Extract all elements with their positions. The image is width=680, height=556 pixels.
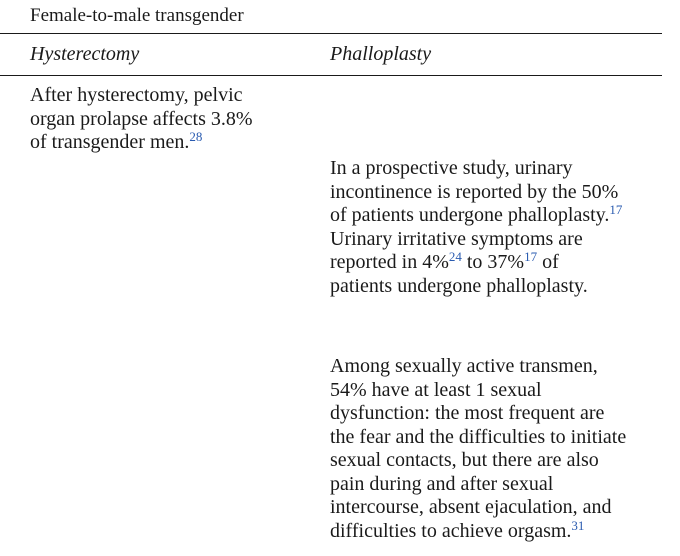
top-rule	[0, 33, 662, 34]
column-header-hysterectomy: Hysterectomy	[30, 43, 140, 65]
reference-link[interactable]: 17	[609, 202, 623, 217]
cell-text: In a prospective study, urinary incontinence is reported by the 50% of patients undergone phalloplasty.	[330, 157, 619, 226]
cell-text: Urinary irritative symptoms are reported in 4%	[330, 227, 583, 273]
cell-phalloplasty-urinary	[330, 157, 670, 298]
reference-link[interactable]: 28	[189, 129, 203, 144]
header-rule	[0, 75, 662, 76]
column-header-phalloplasty: Phalloplasty	[330, 43, 432, 65]
table-caption: Female-to-male transgender	[30, 5, 244, 26]
cell-text: Among sexually active transmen, 54% have at least 1 sexual dysfunction: the most frequent are the fear and the difficulties to initiate sexual contacts, but there are also pain during and after sexual intercourse, absent ejaculation, and difficulties to achieve orgasm.	[330, 355, 627, 542]
cell-text: After hysterectomy, pelvic organ prolapse affects 3.8% of transgender men.	[30, 84, 253, 153]
cell-phalloplasty-sexual	[330, 355, 670, 543]
reference-link[interactable]: 17	[524, 249, 538, 264]
cell-text: of patients undergone phalloplasty.	[330, 251, 588, 297]
reference-link[interactable]: 31	[571, 517, 585, 533]
cell-hysterectomy-prolapse	[30, 84, 310, 155]
reference-link[interactable]: 24	[448, 249, 462, 264]
cell-text: to 37%	[461, 251, 525, 273]
